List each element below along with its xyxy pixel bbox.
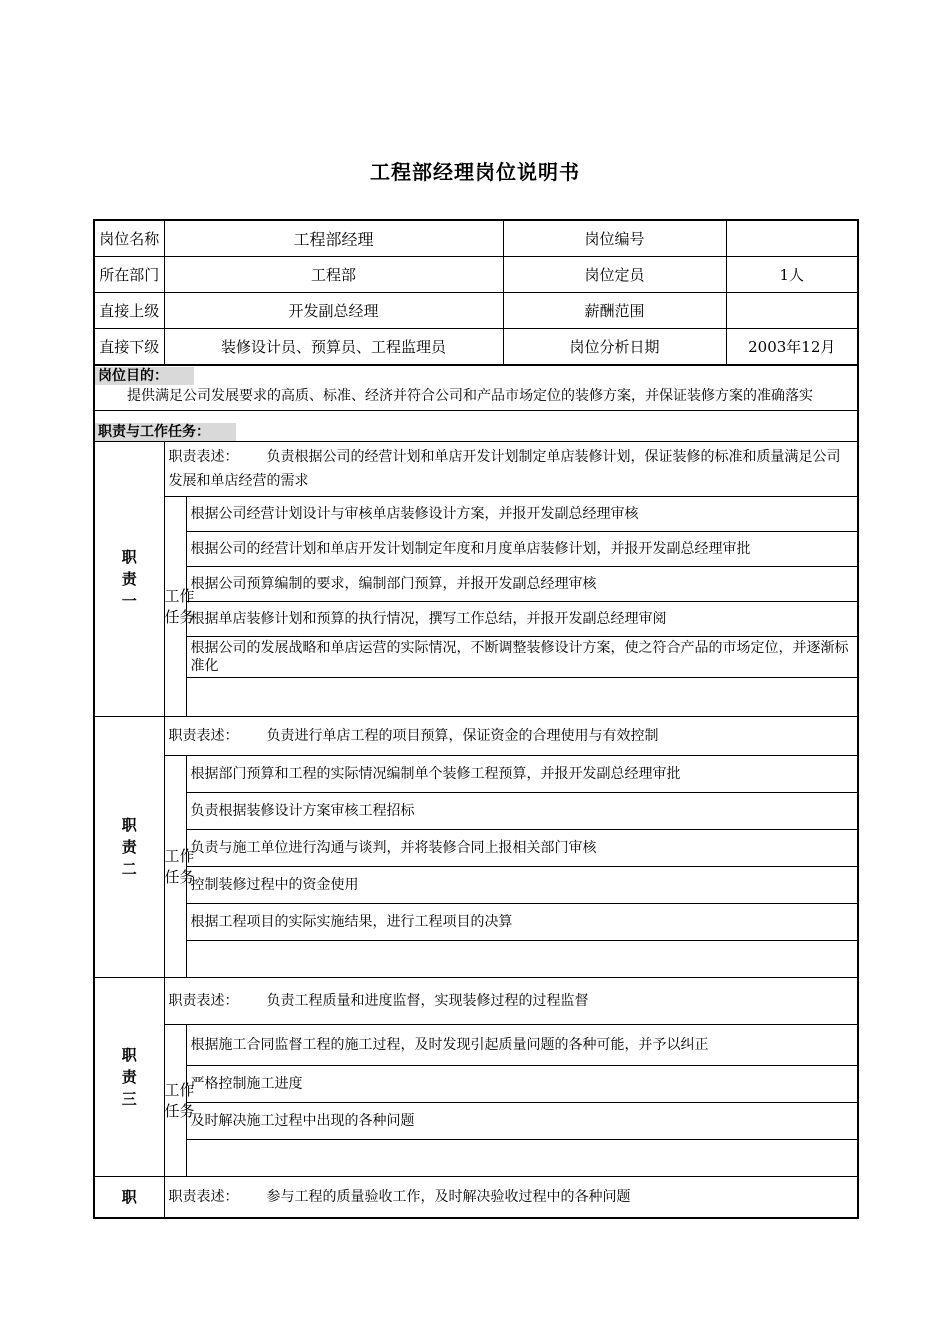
- purpose-section: [94, 365, 858, 411]
- info-label: 岗位分析日期: [503, 329, 726, 366]
- duty-desc-row: [94, 442, 858, 497]
- task-row: [94, 1140, 858, 1177]
- info-label: 直接上级: [94, 293, 164, 329]
- task-row: [94, 678, 858, 717]
- info-value: 1人: [726, 257, 858, 293]
- duty-description: 负责工程质量和进度监督，实现装修过程的过程监督: [266, 993, 589, 1009]
- task-row: [94, 1103, 858, 1140]
- info-value: [726, 220, 858, 257]
- task-item: 根据公司的发展战略和单店运营的实际情况，不断调整装修设计方案，使之符合产品的市场定位，并逐渐标准化: [186, 637, 858, 678]
- job-description-table: [93, 219, 859, 1219]
- info-value: 工程部经理: [164, 220, 503, 257]
- duty-desc-label: 职责表述：: [168, 1189, 239, 1205]
- task-item: 负责根据装修设计方案审核工程招标: [186, 793, 858, 830]
- info-label: 岗位名称: [94, 220, 164, 257]
- info-value: 开发副总经理: [164, 293, 503, 329]
- task-item: 根据工程项目的实际实施结果，进行工程项目的决算: [186, 904, 858, 941]
- task-row: [94, 532, 858, 567]
- info-value: 2003年12月: [726, 329, 858, 366]
- info-row: [94, 257, 858, 293]
- duties-body: [94, 442, 858, 1219]
- duties-heading: 职责与工作任务：: [95, 423, 236, 441]
- info-label: 岗位定员: [503, 257, 726, 293]
- task-row: [94, 637, 858, 678]
- info-label: 直接下级: [94, 329, 164, 366]
- task-row: [94, 567, 858, 602]
- task-item: [186, 1140, 858, 1177]
- duty-desc-row: [94, 978, 858, 1025]
- info-value: [726, 293, 858, 329]
- duty-description: 负责进行单店工程的项目预算，保证资金的合理使用与有效控制: [266, 728, 659, 744]
- task-row: [94, 793, 858, 830]
- duty-label: 职责三: [121, 1046, 137, 1108]
- task-row: [94, 941, 858, 978]
- duty-label: 职责二: [121, 816, 137, 878]
- info-value: 装修设计员、预算员、工程监理员: [164, 329, 503, 366]
- task-row: [94, 830, 858, 867]
- info-row: [94, 220, 858, 257]
- info-label: 所在部门: [94, 257, 164, 293]
- info-row: [94, 293, 858, 329]
- task-item: 根据公司预算编制的要求，编制部门预算，并报开发副总经理审核: [186, 567, 858, 602]
- duty-label: 职责一: [121, 548, 137, 610]
- task-item: 及时解决施工过程中出现的各种问题: [186, 1103, 858, 1140]
- task-row: [94, 904, 858, 941]
- task-item: 根据公司经营计划设计与审核单店装修设计方案，并报开发副总经理审核: [186, 497, 858, 532]
- task-item: [186, 941, 858, 978]
- duty-description: 负责根据公司的经营计划和单店开发计划制定单店装修计划，保证装修的标准和质量满足公司发展和单店经营的需求: [168, 449, 841, 489]
- duty-label: 职: [121, 1188, 137, 1206]
- page-title: 工程部经理岗位说明书: [370, 160, 580, 184]
- task-item: 根据公司的经营计划和单店开发计划制定年度和月度单店装修计划，并报开发副总经理审批: [186, 532, 858, 567]
- duty-description: 参与工程的质量验收工作，及时解决验收过程中的各种问题: [266, 1189, 631, 1205]
- task-label: 工作任务: [164, 1080, 195, 1120]
- task-item: 负责与施工单位进行沟通与谈判，并将装修合同上报相关部门审核: [186, 830, 858, 867]
- task-row: [94, 756, 858, 793]
- duty-desc-row: [94, 1177, 858, 1219]
- duty-desc-label: 职责表述：: [168, 993, 239, 1009]
- duty-desc-label: 职责表述：: [168, 728, 239, 744]
- task-item: 根据部门预算和工程的实际情况编制单个装修工程预算，并报开发副总经理审批: [186, 756, 858, 793]
- purpose-text: 提供满足公司发展要求的高质、标准、经济并符合公司和产品市场定位的装修方案，并保证装修方案的准确落实: [127, 388, 813, 404]
- duty-desc-row: [94, 717, 858, 756]
- info-value: 工程部: [164, 257, 503, 293]
- info-row: [94, 329, 858, 366]
- task-row: [94, 867, 858, 904]
- info-label: 岗位编号: [503, 220, 726, 257]
- task-label: 工作任务: [164, 586, 195, 626]
- task-row: [94, 602, 858, 637]
- duties-heading-row: [94, 411, 858, 442]
- task-item: 根据施工合同监督工程的施工过程，及时发现引起质量问题的各种可能，并予以纠正: [186, 1025, 858, 1066]
- task-label: 工作任务: [164, 846, 195, 886]
- duty-desc-label: 职责表述：: [168, 449, 239, 465]
- task-row: [94, 1066, 858, 1103]
- task-item: 控制装修过程中的资金使用: [186, 867, 858, 904]
- task-item: [186, 678, 858, 717]
- task-item: 根据单店装修计划和预算的执行情况，撰写工作总结，并报开发副总经理审阅: [186, 602, 858, 637]
- task-row: [94, 1025, 858, 1066]
- info-label: 薪酬范围: [503, 293, 726, 329]
- task-row: [94, 497, 858, 532]
- purpose-heading: 岗位目的：: [95, 367, 194, 385]
- job-description-document: [93, 219, 857, 1219]
- task-item: 严格控制施工进度: [186, 1066, 858, 1103]
